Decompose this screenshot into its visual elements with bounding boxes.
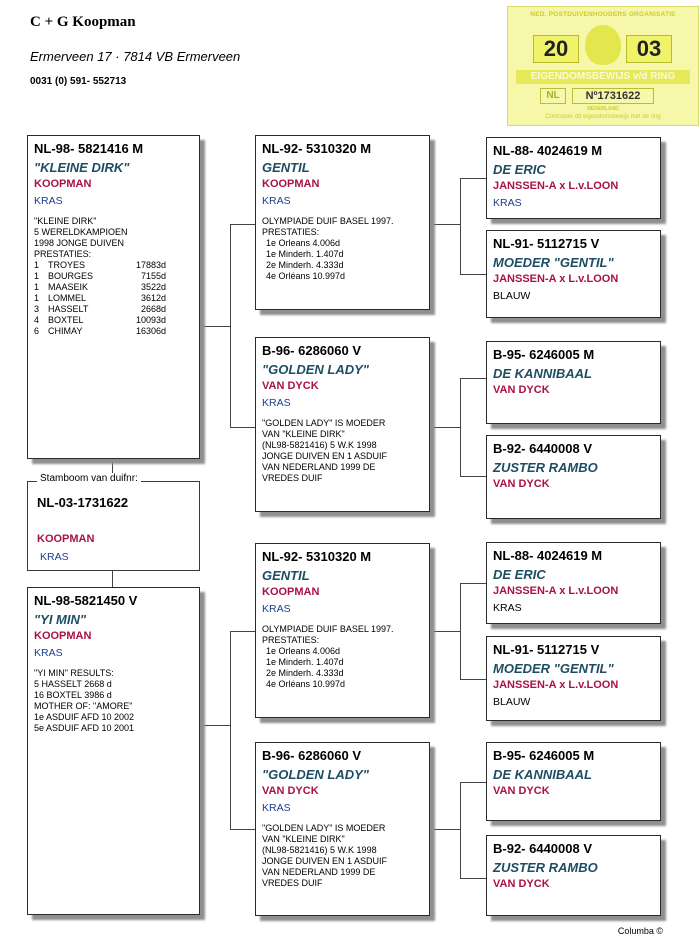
connector-line	[230, 224, 255, 225]
dam-card[interactable]	[27, 587, 200, 915]
breeder: KOOPMAN	[34, 630, 92, 642]
certificate-land: NEDERLAND	[587, 106, 619, 112]
pigeon-name: MOEDER "GENTIL"	[493, 661, 614, 676]
colour: KRAS	[34, 647, 63, 659]
result-race: LOMMEL	[48, 293, 87, 303]
colour: BLAUW	[493, 696, 531, 708]
note-line: VAN "KLEINE DIRK"	[262, 834, 345, 844]
great-grandparent-card[interactable]	[486, 341, 661, 424]
result-place: 1	[34, 271, 40, 281]
note-line: 1e Orleans 4.006d	[266, 238, 341, 248]
subject-colour: KRAS	[40, 551, 69, 563]
great-grandparent-card[interactable]	[486, 636, 661, 721]
note-line: 1e Orleans 4.006d	[266, 646, 341, 656]
breeder: VAN DYCK	[493, 478, 550, 490]
result-entries: 10093d	[135, 315, 166, 325]
granddam-card[interactable]	[255, 337, 430, 512]
certificate-control: Controleer dit eigendomsbewijs met de ring	[545, 114, 661, 120]
note-line: PRESTATIES:	[34, 249, 92, 259]
result-entries: 3522d	[140, 282, 166, 292]
pedigree-notes	[262, 418, 423, 484]
ring-number: NL-91- 5112715 V	[493, 236, 600, 251]
connector-line	[200, 326, 230, 327]
pigeon-name: DE KANNIBAAL	[493, 366, 592, 381]
owner-phone: 0031 (0) 591- 552713	[30, 76, 127, 87]
note-line: VAN NEDERLAND 1999 DE	[262, 867, 376, 877]
connector-line	[460, 583, 486, 584]
note-line: 1e Minderh. 1.407d	[266, 657, 344, 667]
note-line: 4e Orléans 10.997d	[266, 271, 346, 281]
result-race: BOURGES	[48, 271, 94, 281]
pedigree-notes	[34, 216, 193, 337]
breeder: KOOPMAN	[262, 178, 320, 190]
owner-address: Ermerveen 17 · 7814 VB Ermerveen	[30, 49, 241, 64]
great-grandparent-card[interactable]	[486, 542, 661, 624]
pigeon-name: DE ERIC	[493, 567, 546, 582]
note-line: 16 BOXTEL 3986 d	[34, 690, 112, 700]
connector-line	[430, 427, 460, 428]
certificate-title: EIGENDOMSBEWIJS v/d RING	[516, 70, 690, 84]
pedigree-notes	[262, 216, 423, 282]
note-line: 2e Minderh. 4.333d	[266, 260, 344, 270]
connector-line	[430, 224, 460, 225]
result-place: 3	[34, 304, 40, 314]
result-entries: 2668d	[140, 304, 166, 314]
result-place: 4	[34, 315, 40, 325]
connector-line	[230, 631, 255, 632]
breeder: VAN DYCK	[493, 878, 550, 890]
result-row	[34, 304, 166, 315]
great-grandparent-card[interactable]	[486, 137, 661, 219]
connector-line	[230, 631, 231, 829]
result-row	[34, 326, 166, 337]
note-line: OLYMPIADE DUIF BASEL 1997.	[262, 624, 394, 634]
colour: KRAS	[262, 397, 291, 409]
pedigree-notes	[34, 668, 193, 734]
connector-line	[460, 583, 461, 679]
connector-line	[430, 631, 460, 632]
granddam-card[interactable]	[255, 742, 430, 916]
note-line: VREDES DUIF	[262, 878, 323, 888]
note-line: 1e ASDUIF AFD 10 2002	[34, 712, 135, 722]
colour: KRAS	[262, 802, 291, 814]
connector-line	[460, 878, 486, 879]
breeder: VAN DYCK	[262, 785, 319, 797]
note-line: "GOLDEN LADY" IS MOEDER	[262, 823, 386, 833]
note-line: 5 HASSELT 2668 d	[34, 679, 112, 689]
result-entries: 16306d	[135, 326, 166, 336]
subject-breeder: KOOPMAN	[37, 533, 95, 545]
connector-line	[460, 178, 461, 274]
pigeon-name: DE KANNIBAAL	[493, 767, 592, 782]
result-place: 1	[34, 282, 40, 292]
certificate-org: NED. POSTDUIVENHOUDERS ORGANISATIE	[530, 11, 676, 18]
breeder: KOOPMAN	[262, 586, 320, 598]
pigeon-name: "YI MIN"	[34, 612, 87, 627]
result-row	[34, 315, 166, 326]
note-line: 1e Minderh. 1.407d	[266, 249, 344, 259]
connector-line	[460, 476, 486, 477]
note-line: 1998 JONGE DUIVEN	[34, 238, 125, 248]
pigeon-name: ZUSTER RAMBO	[493, 860, 598, 875]
ring-number: B-95- 6246005 M	[493, 347, 595, 362]
connector-line	[200, 725, 230, 726]
note-line: "YI MIN" RESULTS:	[34, 668, 114, 678]
pigeon-name: "KLEINE DIRK"	[34, 160, 130, 175]
colour: BLAUW	[493, 290, 531, 302]
colour: KRAS	[493, 602, 522, 614]
result-race: BOXTEL	[48, 315, 84, 325]
connector-line	[460, 679, 486, 680]
note-line: "GOLDEN LADY" IS MOEDER	[262, 418, 386, 428]
ownership-certificate	[507, 6, 699, 126]
colour: KRAS	[493, 197, 522, 209]
owner-name: C + G Koopman	[30, 14, 136, 30]
footer-credit: Columba ©	[617, 926, 663, 936]
breeder: KOOPMAN	[34, 178, 92, 190]
certificate-country: NL	[540, 88, 566, 104]
breeder: VAN DYCK	[493, 384, 550, 396]
certificate-year-right: 03	[626, 35, 672, 63]
connector-line	[460, 782, 486, 783]
note-line: PRESTATIES:	[262, 227, 320, 237]
note-line: "KLEINE DIRK"	[34, 216, 97, 226]
note-line: (NL98-5821416) 5 W.K 1998	[262, 845, 377, 855]
ring-number: NL-88- 4024619 M	[493, 548, 603, 563]
pedigree-notes	[262, 624, 423, 690]
pigeon-name: "GOLDEN LADY"	[262, 362, 369, 377]
result-row	[34, 260, 166, 271]
breeder: JANSSEN-A x L.v.LOON	[493, 273, 619, 285]
note-line: VREDES DUIF	[262, 473, 323, 483]
great-grandparent-card[interactable]	[486, 742, 661, 821]
result-row	[34, 271, 166, 282]
connector-line	[460, 274, 486, 275]
ring-number: B-92- 6440008 V	[493, 841, 593, 856]
breeder: JANSSEN-A x L.v.LOON	[493, 180, 619, 192]
result-place: 1	[34, 260, 40, 270]
colour: KRAS	[262, 195, 291, 207]
connector-line	[112, 571, 113, 587]
breeder: VAN DYCK	[262, 380, 319, 392]
connector-line	[460, 378, 486, 379]
connector-line	[460, 178, 486, 179]
note-line: OLYMPIADE DUIF BASEL 1997.	[262, 216, 394, 226]
result-entries: 3612d	[140, 293, 166, 303]
pigeon-name: DE ERIC	[493, 162, 546, 177]
note-line: JONGE DUIVEN EN 1 ASDUIF	[262, 856, 388, 866]
note-line: VAN NEDERLAND 1999 DE	[262, 462, 376, 472]
note-line: 5 WERELDKAMPIOEN	[34, 227, 128, 237]
ring-number: NL-88- 4024619 M	[493, 143, 603, 158]
ring-number: NL-92- 5310320 M	[262, 141, 372, 156]
result-race: MAASEIK	[48, 282, 89, 292]
results-table	[34, 260, 166, 337]
great-grandparent-card[interactable]	[486, 230, 661, 318]
result-race: TROYES	[48, 260, 86, 270]
note-line: MOTHER OF: "AMORE"	[34, 701, 133, 711]
colour: KRAS	[262, 603, 291, 615]
pedigree-notes	[262, 823, 423, 889]
pigeon-name: MOEDER "GENTIL"	[493, 255, 614, 270]
subject-ring-number: NL-03-1731622	[37, 495, 129, 510]
pigeon-name: GENTIL	[262, 568, 310, 583]
subject-label: Stamboom van duifnr:	[37, 473, 141, 484]
pigeon-name: ZUSTER RAMBO	[493, 460, 598, 475]
note-line: 4e Orléans 10.997d	[266, 679, 346, 689]
ring-number: B-95- 6246005 M	[493, 748, 595, 763]
connector-line	[230, 224, 231, 427]
note-line: 2e Minderh. 4.333d	[266, 668, 344, 678]
ring-number: NL-92- 5310320 M	[262, 549, 372, 564]
ring-number: B-96- 6286060 V	[262, 748, 362, 763]
result-place: 1	[34, 293, 40, 303]
certificate-number: Nº1731622	[572, 88, 654, 104]
ring-number: B-92- 6440008 V	[493, 441, 593, 456]
certificate-year-left: 20	[533, 35, 579, 63]
grandsire-card[interactable]	[255, 543, 430, 718]
sire-card[interactable]	[27, 135, 200, 459]
ring-number: NL-98- 5821416 M	[34, 141, 144, 156]
result-race: CHIMAY	[48, 326, 83, 336]
breeder: VAN DYCK	[493, 785, 550, 797]
great-grandparent-card[interactable]	[486, 435, 661, 519]
ring-number: NL-98-5821450 V	[34, 593, 138, 608]
ring-number: B-96- 6286060 V	[262, 343, 362, 358]
grandsire-card[interactable]	[255, 135, 430, 310]
note-line: VAN "KLEINE DIRK"	[262, 429, 345, 439]
connector-line	[460, 378, 461, 476]
result-place: 6	[34, 326, 40, 336]
result-row	[34, 282, 166, 293]
connector-line	[430, 829, 460, 830]
great-grandparent-card[interactable]	[486, 835, 661, 916]
pigeon-name: GENTIL	[262, 160, 310, 175]
connector-line	[460, 782, 461, 878]
pigeon-name: "GOLDEN LADY"	[262, 767, 369, 782]
breeder: JANSSEN-A x L.v.LOON	[493, 585, 619, 597]
breeder: JANSSEN-A x L.v.LOON	[493, 679, 619, 691]
note-line: (NL98-5821416) 5 W.K 1998	[262, 440, 377, 450]
result-row	[34, 293, 166, 304]
lion-emblem-icon	[585, 25, 621, 65]
ring-number: NL-91- 5112715 V	[493, 642, 600, 657]
colour: KRAS	[34, 195, 63, 207]
connector-line	[230, 427, 255, 428]
note-line: 5e ASDUIF AFD 10 2001	[34, 723, 135, 733]
result-entries: 7155d	[140, 271, 166, 281]
note-line: JONGE DUIVEN EN 1 ASDUIF	[262, 451, 388, 461]
connector-line	[230, 829, 255, 830]
result-race: HASSELT	[48, 304, 89, 314]
result-entries: 17883d	[135, 260, 166, 270]
note-line: PRESTATIES:	[262, 635, 320, 645]
